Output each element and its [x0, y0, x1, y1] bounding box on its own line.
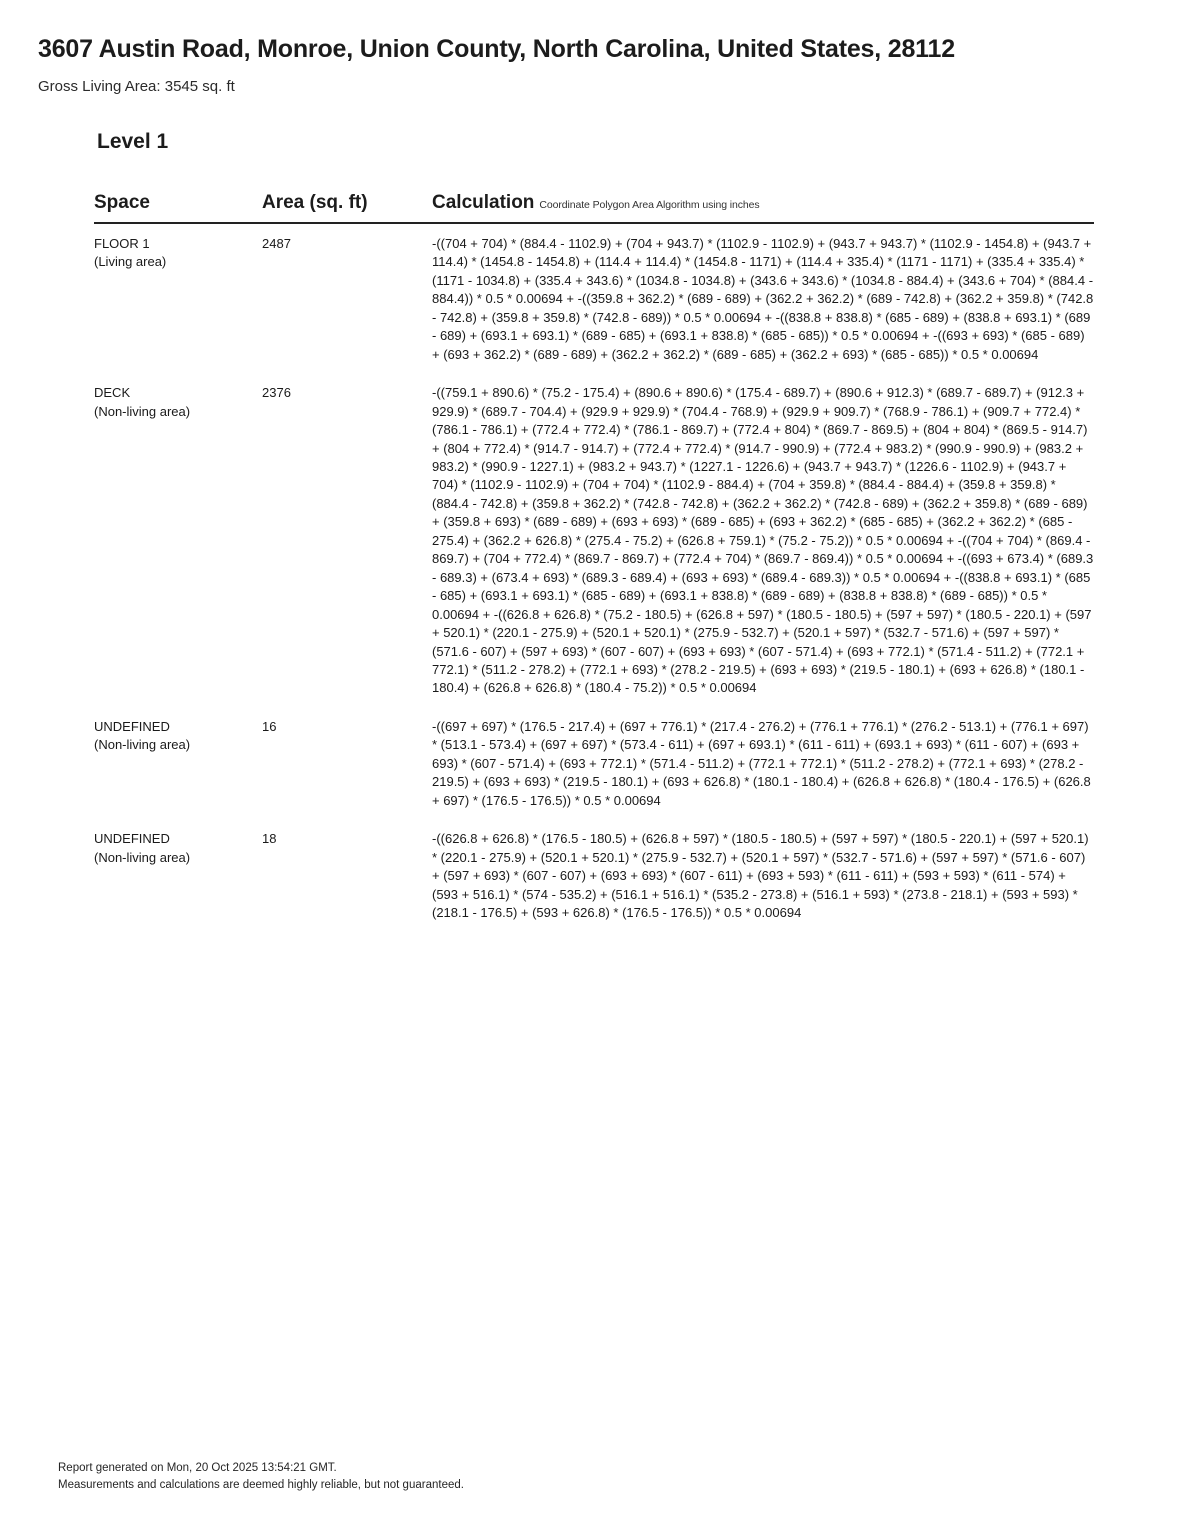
level-heading: Level 1 [97, 130, 169, 153]
report-footer [58, 1460, 464, 1495]
footer-generated-line: Report generated on Mon, 20 Oct 2025 13:54:21 GMT. [58, 1461, 337, 1474]
space-type: (Non-living area) [94, 849, 191, 865]
table-row [94, 373, 1094, 707]
report-header [38, 34, 1148, 95]
column-header-area: Area (sq. ft) [262, 192, 432, 223]
column-header-calculation [432, 192, 1094, 223]
space-name: DECK [94, 385, 131, 401]
table-row [94, 707, 1094, 819]
space-type: (Non-living area) [94, 737, 191, 753]
space-cell [94, 819, 262, 931]
footer-disclaimer-line: Measurements and calculations are deemed highly reliable, but not guaranteed. [58, 1478, 464, 1491]
space-name: UNDEFINED [94, 718, 170, 734]
calculation-value: -((704 + 704) * (884.4 - 1102.9) + (704 + 943.7) * (1102.9 - 1102.9) + (943.7 + 943.7) * (1102.9 - 1454.8) + (943.7 + 114.4) * (1454.8 - 1454.8) + (114.4 + 114.4) * (1454.8 - 1171) + (114.4 + 335.4) * (1171 - 1171) + (335.4 + 335.4) * (1171 - 1034.8) + (335.4 + 343.6) * (1034.8 - 1034.8) + (343.6 + 343.6) * (1034.8 - 884.4) + (343.6 + 704) * (884.4 - 884.4)) * 0.5 * 0.00694 + -((359.8 + 362.2) * (689 - 689) + (362.2 + 362.2) * (689 - 742.8) + (362.2 + 359.8) * (742.8 - 742.8) + (359.8 + 359.8) * (742.8 - 689)) * 0.5 * 0.00694 + -((838.8 + 838.8) * (685 - 689) + (838.8 + 693.1) * (689 - 689) + (693.1 + 693.1) * (689 - 685) + (693.1 + 838.8) * (685 - 685)) * 0.5 * 0.00694 + -((693 + 693) * (685 - 689) + (693 + 362.2) * (689 - 689) + (362.2 + 362.2) * (689 - 685) + (362.2 + 693) * (685 - 685)) * 0.5 * 0.00694 [432, 236, 1094, 362]
gross-living-area: Gross Living Area: 3545 sq. ft [38, 78, 235, 95]
table-row [94, 819, 1094, 931]
table-row [94, 223, 1094, 373]
calculation-note: Coordinate Polygon Area Algorithm using inches [539, 199, 760, 211]
table-header-row [94, 192, 1094, 223]
area-value: 16 [262, 718, 277, 734]
page-title: 3607 Austin Road, Monroe, Union County, North Carolina, United States, 28112 [38, 35, 955, 63]
space-cell [94, 223, 262, 373]
area-value: 2487 [262, 236, 291, 251]
area-value: 2376 [262, 385, 291, 401]
space-type: (Non-living area) [94, 403, 191, 419]
calculation-label: Calculation [432, 192, 535, 213]
space-type: (Living area) [94, 254, 167, 270]
calculation-value: -((626.8 + 626.8) * (176.5 - 180.5) + (626.8 + 597) * (180.5 - 180.5) + (597 + 597) * (180.5 - 220.1) + (597 + 520.1) * (220.1 - 275.9) + (520.1 + 520.1) * (275.9 - 532.7) + (520.1 + 597) * (532.7 - 571.6) + (597 + 597) * (571.6 - 607) + (597 + 693) * (607 - 607) + (693 + 693) * (607 - 611) + (693 + 593) * (611 - 611) + (593 + 593) * (611 - 574) + (593 + 516.1) * (574 - 535.2) + (516.1 + 516.1) * (535.2 - 273.8) + (516.1 + 593) * (273.8 - 218.1) + (593 + 593) * (218.1 - 176.5) + (593 + 626.8) * (176.5 - 176.5)) * 0.5 * 0.00694 [432, 831, 1089, 920]
space-name: FLOOR 1 [94, 236, 150, 251]
space-cell [94, 373, 262, 707]
calculation-value: -((697 + 697) * (176.5 - 217.4) + (697 + 776.1) * (217.4 - 276.2) + (776.1 + 776.1) * (276.2 - 513.1) + (776.1 + 697) * (513.1 - 573.4) + (697 + 697) * (573.4 - 611) + (697 + 693.1) * (611 - 611) + (693.1 + 693) * (611 - 607) + (693 + 693) * (607 - 571.4) + (693 + 772.1) * (571.4 - 511.2) + (772.1 + 772.1) * (511.2 - 278.2) + (772.1 + 693) * (278.2 - 219.5) + (693 + 693) * (219.5 - 180.1) + (693 + 626.8) * (180.1 - 180.4) + (626.8 + 626.8) * (180.4 - 176.5) + (626.8 + 697) * (176.5 - 176.5)) * 0.5 * 0.00694 [432, 718, 1091, 808]
calculation-value: -((759.1 + 890.6) * (75.2 - 175.4) + (890.6 + 890.6) * (175.4 - 689.7) + (890.6 + 912.3) * (689.7 - 689.7) + (912.3 + 929.9) * (689.7 - 704.4) + (929.9 + 929.9) * (704.4 - 768.9) + (929.9 + 909.7) * (768.9 - 786.1) + (909.7 + 772.4) * (786.1 - 786.1) + (772.4 + 772.4) * (786.1 - 869.7) + (772.4 + 804) * (869.7 - 869.5) + (804 + 804) * (869.5 - 914.7) + (804 + 772.4) * (914.7 - 914.7) + (772.4 + 772.4) * (914.7 - 990.9) + (772.4 + 983.2) * (990.9 - 990.9) + (983.2 + 983.2) * (990.9 - 1227.1) + (983.2 + 943.7) * (1227.1 - 1226.6) + (943.7 + 943.7) * (1226.6 - 1102.9) + (943.7 + 704) * (1102.9 - 1102.9) + (704 + 704) * (1102.9 - 884.4) + (704 + 359.8) * (884.4 - 884.4) + (359.8 + 359.8) * (884.4 - 742.8) + (359.8 + 362.2) * (742.8 - 742.8) + (362.2 + 362.2) * (742.8 - 689) + (362.2 + 359.8) * (689 - 689) + (359.8 + 693) * (689 - 689) + (693 + 693) * (689 - 685) + (693 + 362.2) * (685 - 685) + (362.2 + 362.2) * (685 - 275.4) + (362.2 + 626.8) * (275.4 - 75.2) + (626.8 + 759.1) * (75.2 - 75.2)) * 0.5 * 0.00694 + -((704 + 704) * (869.4 - 869.7) + (704 + 772.4) * (869.7 - 869.7) + (772.4 + 704) * (869.7 - 869.4)) * 0.5 * 0.00694 + -((693 + 673.4) * (689.3 - 689.3) + (673.4 + 693) * (689.3 - 689.4) + (693 + 693) * (689.4 - 689.3)) * 0.5 * 0.00694 + -((838.8 + 693.1) * (685 - 685) + (693.1 + 693.1) * (685 - 689) + (693.1 + 838.8) * (689 - 689) + (838.8 + 838.8) * (689 - 685)) * 0.5 * 0.00694 + -((626.8 + 626.8) * (75.2 - 180.5) + (626.8 + 597) * (180.5 - 180.5) + (597 + 597) * (180.5 - 220.1) + (597 + 520.1) * (220.1 - 275.9) + (520.1 + 520.1) * (275.9 - 532.7) + (520.1 + 597) * (532.7 - 571.6) + (597 + 597) * (571.6 - 607) + (597 + 693) * (607 - 607) + (693 + 693) * (607 - 571.4) + (693 + 772.1) * (571.4 - 511.2) + (772.1 + 772.1) * (511.2 - 278.2) + (772.1 + 693) * (278.2 - 219.5) + (693 + 693) * (219.5 - 180.1) + (693 + 626.8) * (180.1 - 180.4) + (626.8 + 626.8) * (180.4 - 75.2)) * 0.5 * 0.00694 [432, 385, 1094, 696]
areas-table [94, 192, 1094, 931]
column-header-space: Space [94, 192, 262, 223]
space-cell [94, 707, 262, 819]
area-value: 18 [262, 831, 277, 847]
space-name: UNDEFINED [94, 831, 170, 847]
